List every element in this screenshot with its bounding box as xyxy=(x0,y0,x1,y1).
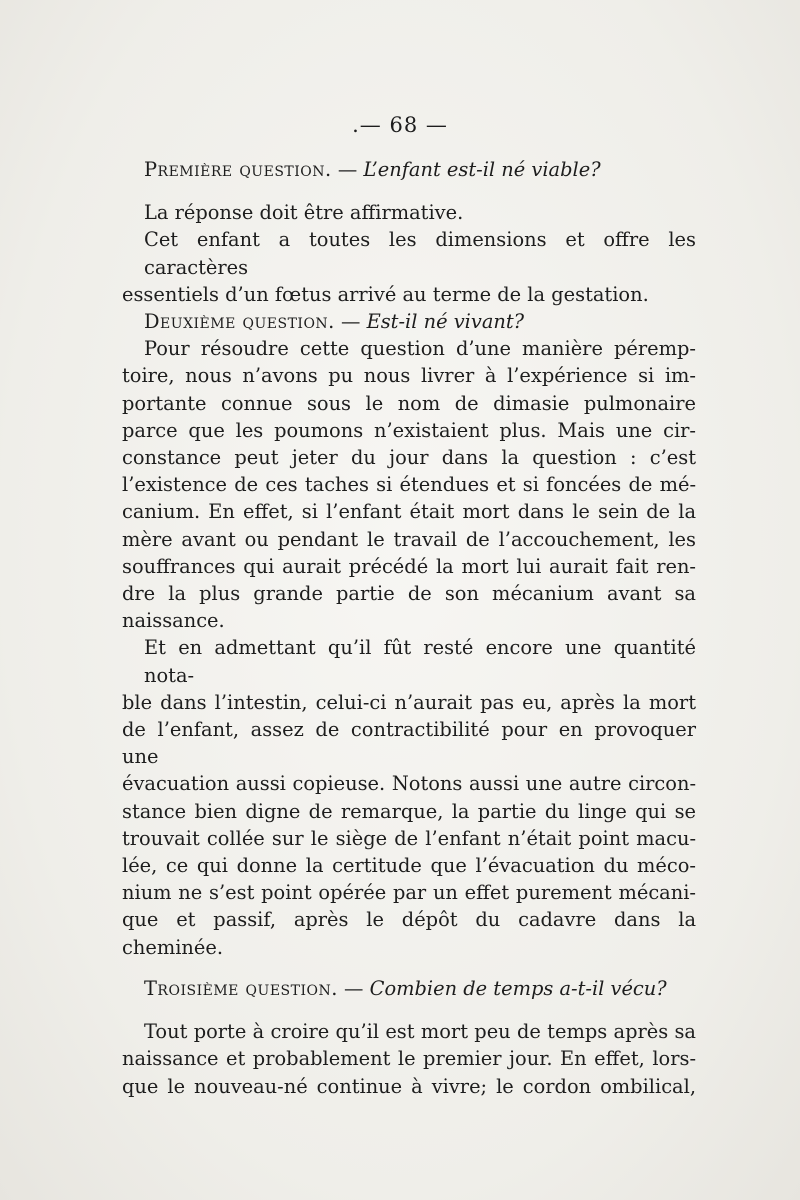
text-line: Et en admettant qu’il fût resté encore une quantité nota- xyxy=(144,636,696,687)
text-line: La réponse doit être affirmative. xyxy=(144,201,464,225)
text-line: toire, nous n’avons pu nous livrer à l’expérience si im- xyxy=(122,364,696,388)
text-line: parce que les poumons n’existaient plus. Mais une cir- xyxy=(122,418,696,442)
text-line: Cet enfant a toutes les dimensions et offre les caractères xyxy=(144,228,696,279)
text-line: mère avant ou pendant le travail de l’accouchement, les xyxy=(122,527,696,551)
text-line: stance bien digne de remarque, la partie du linge qui se xyxy=(122,799,696,823)
text-line: constance peut jeter du jour dans la question : c’est xyxy=(122,446,696,470)
text-line: dre la plus grande partie de son mécanium avant sa xyxy=(122,582,696,606)
text-line: que et passif, après le dépôt du cadavre dans la cheminée. xyxy=(122,908,696,959)
text-line: évacuation aussi copieuse. Notons aussi une autre circon- xyxy=(122,772,696,796)
text-line: ble dans l’intestin, celui-ci n’aurait pas eu, après la mort xyxy=(122,690,696,714)
question-label-2: Deuxième question. xyxy=(144,310,335,334)
question-label-3: Troisième question. xyxy=(144,976,338,1000)
text-line: Pour résoudre cette question d’une manière péremp- xyxy=(144,337,696,361)
question-heading-3 xyxy=(122,975,696,1002)
text-line: naissance. xyxy=(122,609,225,633)
page-number: .— 68 — xyxy=(352,113,448,137)
question-text-3: Combien de temps a-t-il vécu? xyxy=(369,976,667,1000)
question-label-1: Première question. xyxy=(144,158,332,181)
text-line: portante connue sous le nom de dimasie pulmonaire xyxy=(122,391,696,415)
question-heading-2 xyxy=(122,308,696,335)
question-dash-1: — xyxy=(331,158,364,181)
question-text-2: Est-il né vivant? xyxy=(366,310,525,334)
question-heading-1 xyxy=(122,156,696,183)
text-block xyxy=(122,156,696,1100)
question-dash-3: — xyxy=(337,976,370,1000)
question-dash-2: — xyxy=(334,310,367,334)
question-text-1: L’enfant est-il né viable? xyxy=(363,158,601,181)
text-line: naissance et probablement le premier jour. En effet, lors- xyxy=(122,1047,696,1071)
text-line: l’existence de ces taches si étendues et si foncées de mé- xyxy=(122,473,696,497)
text-line: trouvait collée sur le siège de l’enfant n’était point macu- xyxy=(122,826,696,850)
text-line: Tout porte à croire qu’il est mort peu de temps après sa xyxy=(144,1020,696,1044)
text-line: canium. En effet, si l’enfant était mort dans le sein de la xyxy=(122,500,696,524)
text-line: souffrances qui aurait précédé la mort lui aurait fait ren- xyxy=(122,554,696,578)
text-line: que le nouveau-né continue à vivre; le cordon ombilical, xyxy=(122,1074,696,1098)
text-line: nium ne s’est point opérée par un effet purement mécani- xyxy=(122,881,696,905)
text-line: de l’enfant, assez de contractibilité pour en provoquer une xyxy=(122,718,696,769)
text-line: lée, ce qui donne la certitude que l’évacuation du méco- xyxy=(122,854,696,878)
text-line: essentiels d’un fœtus arrivé au terme de la gestation. xyxy=(122,282,649,306)
